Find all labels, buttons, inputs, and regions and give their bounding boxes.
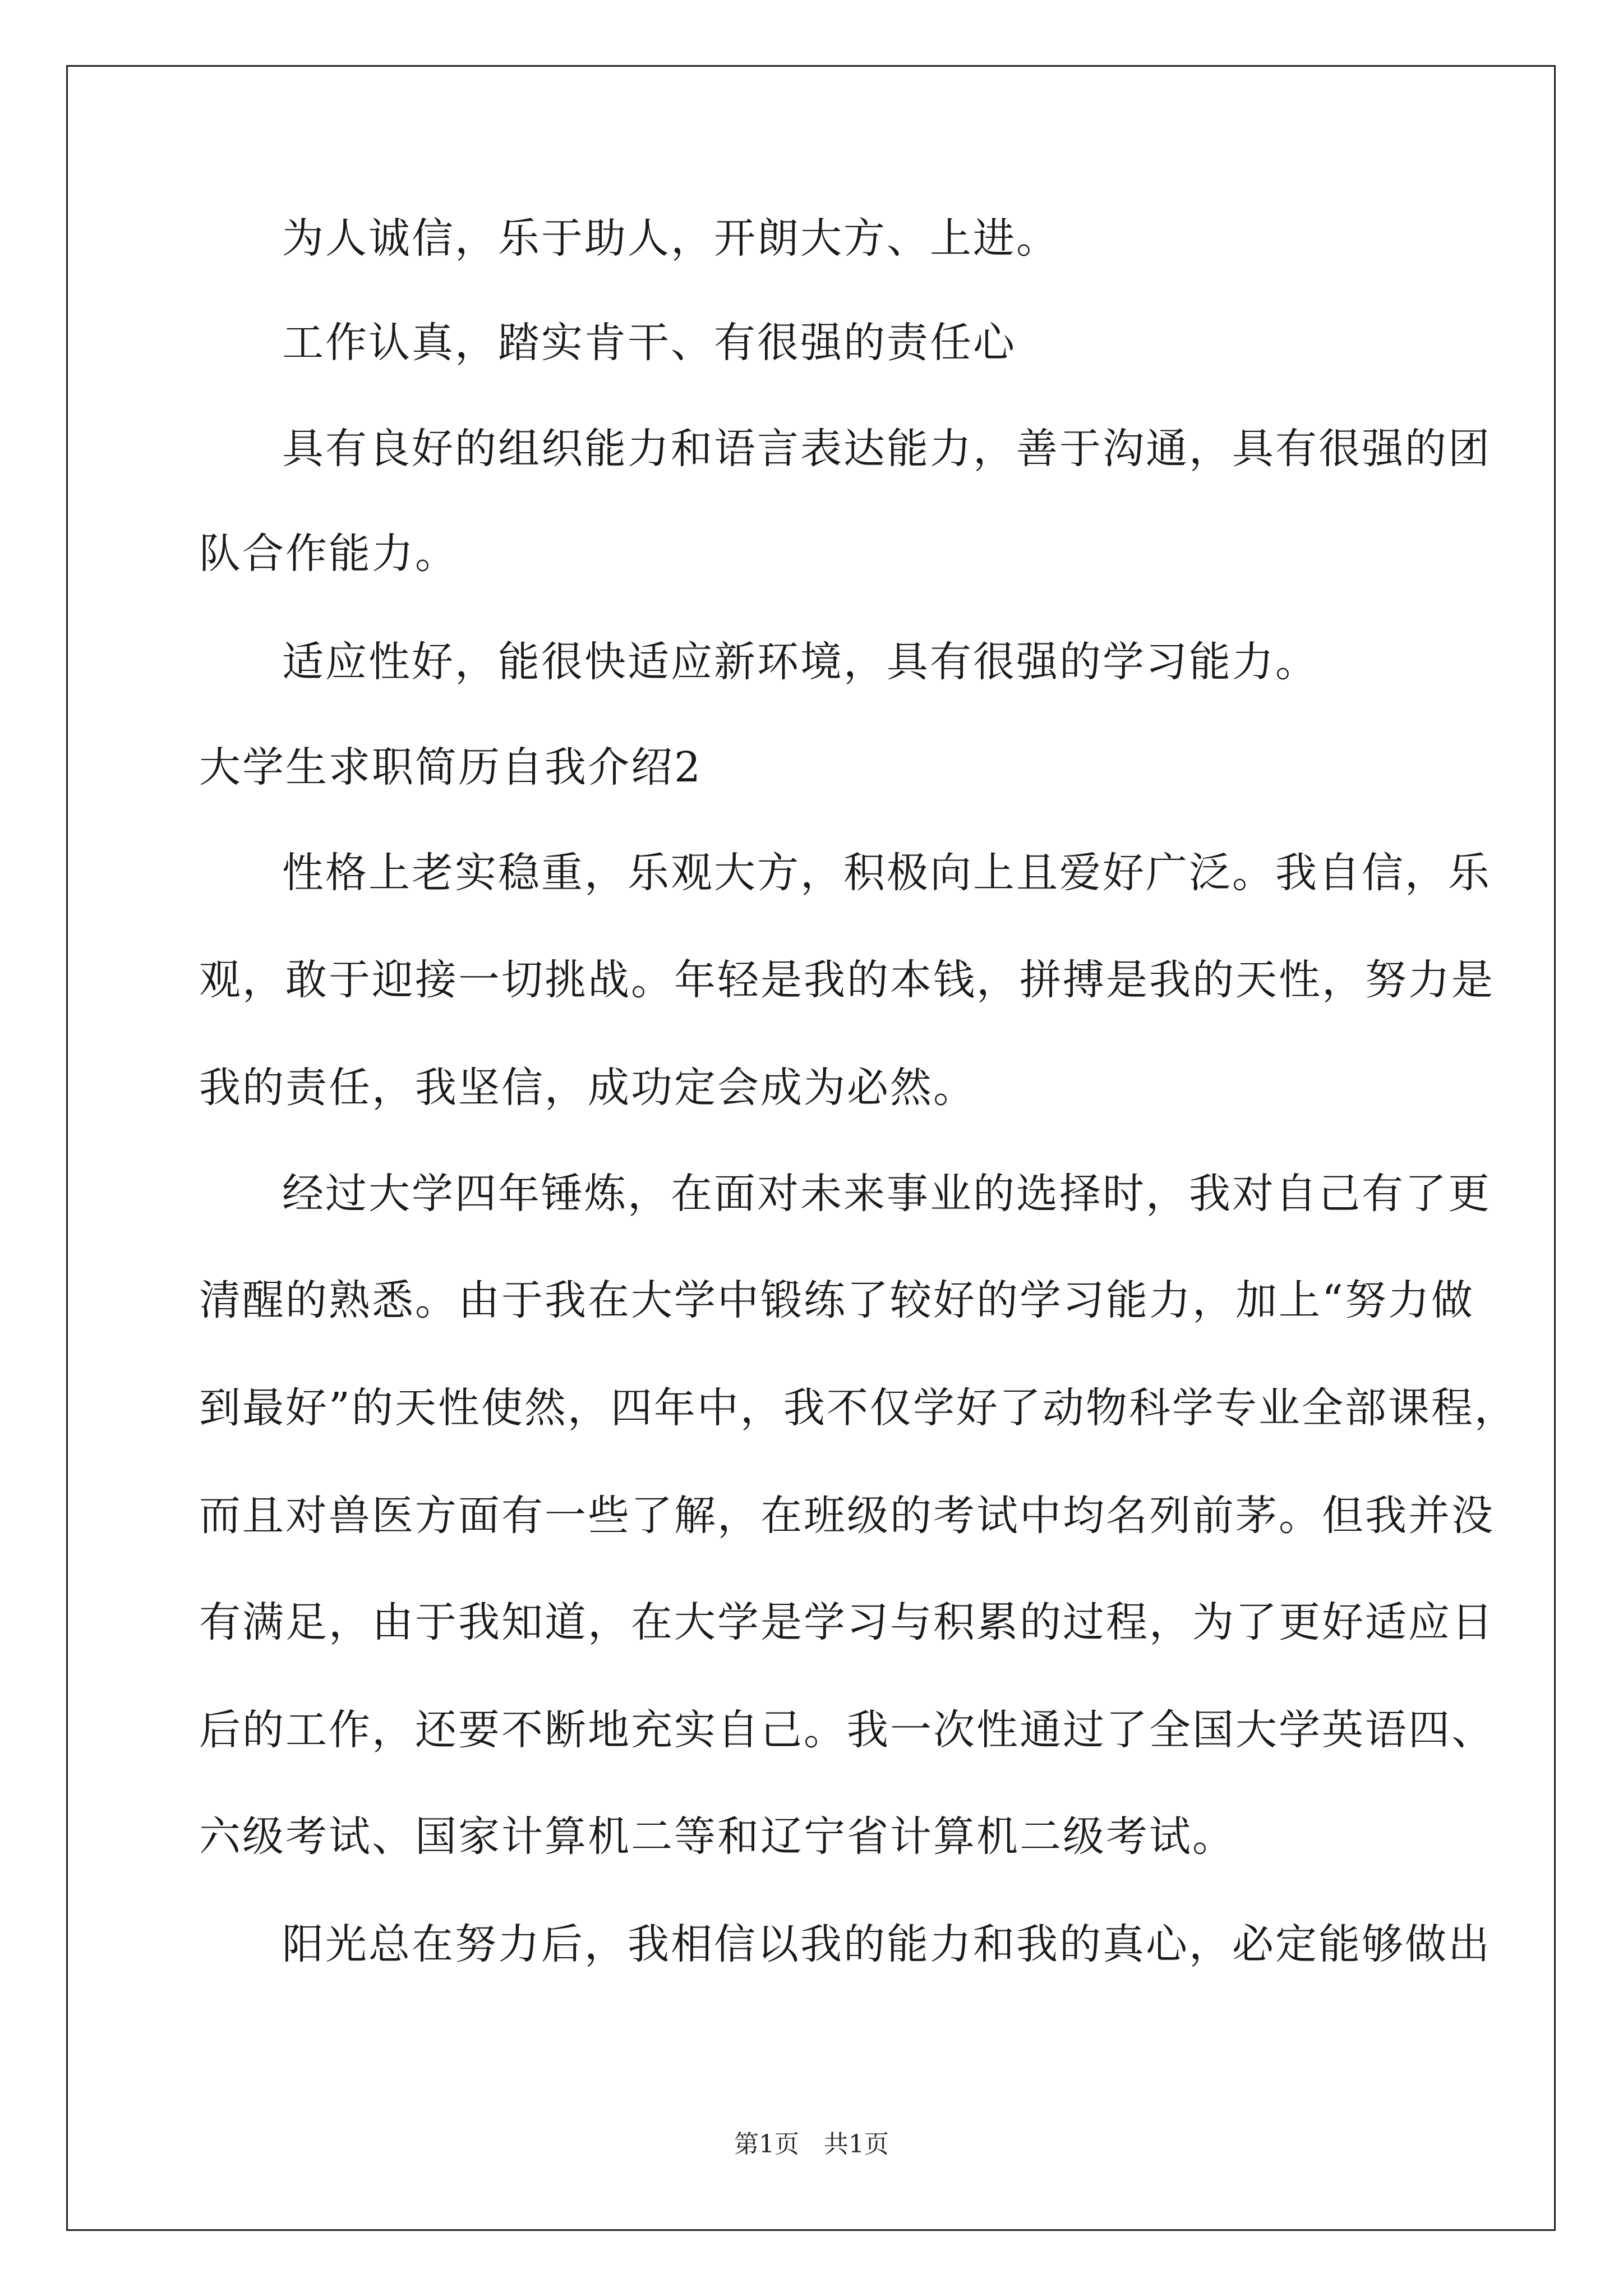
paragraph-line: 六级考试、国家计算机二等和辽宁省计算机二级考试。 — [199, 1812, 1235, 1861]
paragraph-line: 性格上老实稳重，乐观大方，积极向上且爱好广泛。我自信，乐 — [282, 849, 1491, 897]
paragraph-line: 观，敢于迎接一切挑战。年轻是我的本钱，拼搏是我的天性，努力是 — [199, 956, 1495, 1004]
paragraph-line: 队合作能力。 — [199, 530, 458, 578]
paragraph-line: 到最好”的天性使然，四年中，我不仅学好了动物科学专业全部课程， — [199, 1384, 1518, 1432]
page-border — [66, 65, 1556, 2231]
paragraph-line: 有满足，由于我知道，在大学是学习与积累的过程，为了更好适应日 — [199, 1598, 1495, 1646]
paragraph-line: 经过大学四年锤炼，在面对未来事业的选择时，我对自己有了更 — [282, 1170, 1491, 1218]
page-footer: 第1页 共1页 — [734, 2130, 889, 2159]
paragraph-line: 工作认真，踏实肯干、有很强的责任心 — [282, 319, 1016, 367]
paragraph-line: 具有良好的组织能力和语言表达能力，善于沟通，具有很强的团 — [282, 425, 1491, 473]
paragraph-line: 后的工作，还要不断地充实自己。我一次性通过了全国大学英语四、 — [199, 1706, 1495, 1754]
paragraph-line: 为人诚信，乐于助人，开朗大方、上进。 — [282, 214, 1059, 263]
paragraph-line: 而且对兽医方面有一些了解，在班级的考试中均名列前茅。但我并没 — [199, 1492, 1495, 1540]
section-heading: 大学生求职简历自我介绍2 — [199, 743, 703, 792]
paragraph-line: 阳光总在努力后，我相信以我的能力和我的真心，必定能够做出 — [282, 1920, 1491, 1968]
paragraph-line: 清醒的熟悉。由于我在大学中锻练了较好的学习能力，加上“努力做 — [199, 1276, 1474, 1324]
paragraph-line: 适应性好，能很快适应新环境，具有很强的学习能力。 — [282, 638, 1318, 686]
paragraph-line: 我的责任，我坚信，成功定会成为必然。 — [199, 1064, 976, 1112]
